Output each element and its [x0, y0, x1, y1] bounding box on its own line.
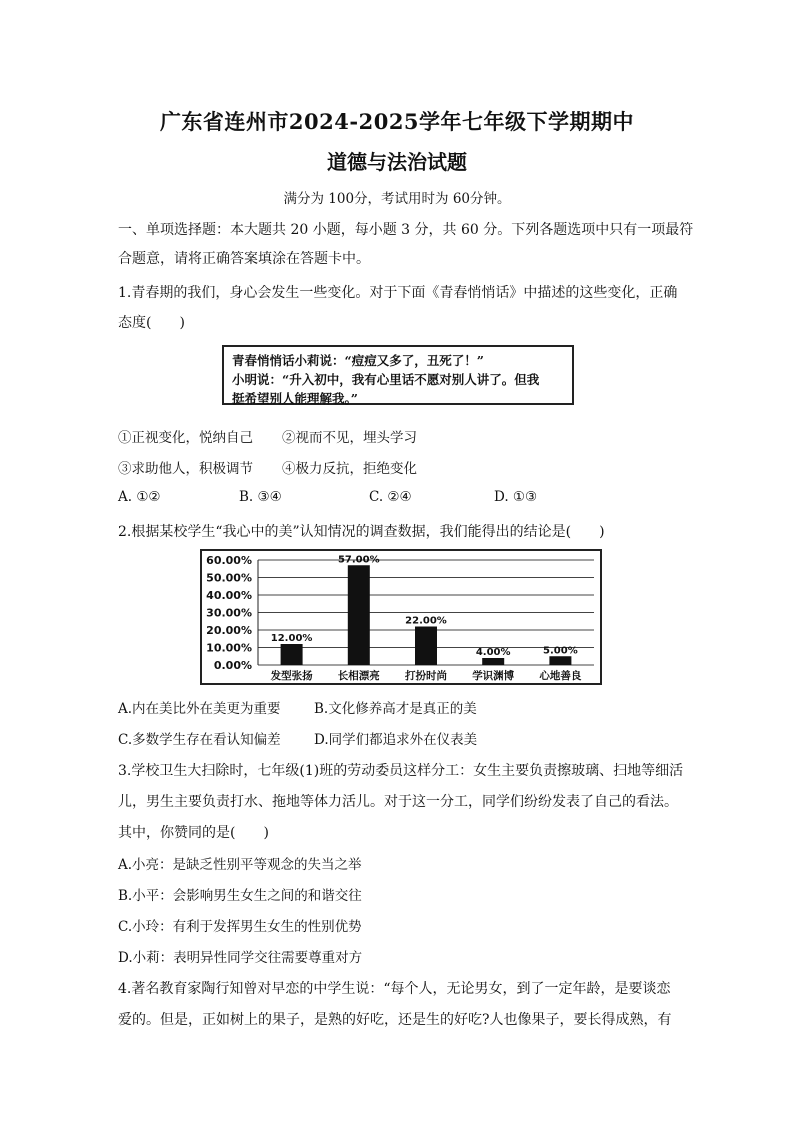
x-category-label: 学识渊博	[472, 670, 515, 682]
chart-canvas	[202, 551, 600, 683]
q2-option-d[interactable]: D.同学们都追求外在仪表美	[314, 732, 478, 748]
q1-quote-box	[222, 345, 574, 405]
q2-option-b[interactable]: B.文化修养高才是真正的美	[314, 701, 477, 717]
y-tick-label: 50.00%	[206, 571, 252, 585]
q1-stem-cont: 态度( )	[118, 315, 185, 331]
section-heading-cont: 合题意，请将正确答案填涂在答题卡中。	[118, 251, 370, 267]
q1-item-4: ④极力反抗，拒绝变化	[282, 461, 417, 477]
exam-title: 广东省连州市2024-2025学年七年级下学期期中	[159, 109, 635, 134]
y-tick-label: 30.00%	[206, 606, 252, 620]
q3-option-b[interactable]: B.小平：会影响男生女生之间的和谐交往	[118, 888, 362, 904]
q4-stem-cont: 爱的。但是，正如树上的果子，是熟的好吃，还是生的好吃?人也像果子，要长得成熟，有	[118, 1012, 672, 1028]
q1-item-1: ①正视变化，悦纳自己	[118, 430, 253, 446]
bar	[281, 644, 303, 665]
bar	[549, 656, 571, 665]
bar-value-label: 57.00%	[337, 554, 380, 566]
q2-option-a[interactable]: A.内在美比外在美更为重要	[118, 701, 281, 717]
q1-stem: 1.青春期的我们，身心会发生一些变化。对于下面《青春悄悄话》中描述的这些变化，正确	[118, 285, 678, 301]
score-info: 满分为 100分，考试用时为 60分钟。	[283, 191, 511, 207]
bar-value-label: 5.00%	[543, 645, 578, 657]
q2-stem: 2.根据某校学生“我心中的美”认知情况的调查数据，我们能得出的结论是( )	[118, 524, 605, 540]
x-category-label: 心地善良	[539, 670, 582, 682]
q3-option-a[interactable]: A.小亮：是缺乏性别平等观念的失当之举	[118, 857, 362, 873]
y-tick-label: 20.00%	[206, 624, 252, 637]
bar	[415, 627, 437, 666]
x-category-label: 发型张扬	[270, 670, 313, 682]
q1-quote-line: 小明说：“升入初中，我有心里话不愿对别人讲了。但我	[232, 372, 540, 387]
q1-option-d[interactable]: D. ①③	[494, 489, 538, 505]
q1-item-2: ②视而不见，埋头学习	[282, 430, 417, 446]
section-heading: 一、单项选择题：本大题共 20 小题，每小题 3 分，共 60 分。下列各题选项中只有一项最符	[118, 222, 694, 238]
q1-option-b[interactable]: B. ③④	[239, 489, 282, 505]
q3-stem: 3.学校卫生大扫除时，七年级(1)班的劳动委员这样分工：女生主要负责擦玻璃、扫地等细活	[118, 763, 684, 779]
y-tick-label: 0.00%	[213, 659, 252, 672]
bar	[482, 658, 504, 665]
y-tick-label: 10.00%	[206, 641, 252, 655]
q3-option-d[interactable]: D.小莉：表明异性同学交往需要尊重对方	[118, 950, 363, 966]
exam-subject-title: 道德与法治试题	[327, 150, 467, 174]
y-tick-label: 60.00%	[206, 554, 252, 567]
bar-value-label: 4.00%	[475, 647, 511, 658]
q1-option-a[interactable]: A. ①②	[118, 489, 161, 505]
q1-option-c[interactable]: C. ②④	[369, 489, 412, 505]
q4-stem: 4.著名教育家陶行知曾对早恋的中学生说：“每个人，无论男女，到了一定年龄，是要谈恋	[118, 981, 671, 997]
y-tick-label: 40.00%	[206, 589, 252, 602]
q3-option-c[interactable]: C.小玲：有利于发挥男生女生的性别优势	[118, 919, 362, 935]
q2-option-c[interactable]: C.多数学生存在看认知偏差	[118, 732, 281, 748]
bar-value-label: 12.00%	[270, 633, 313, 644]
q1-item-3: ③求助他人，积极调节	[118, 461, 253, 477]
q3-stem-cont: 儿，男生主要负责打水、拖地等体力活儿。对于这一分工，同学们纷纷发表了自己的看法。	[118, 794, 678, 810]
bar-value-label: 22.00%	[405, 615, 447, 627]
q2-bar-chart	[200, 549, 602, 685]
q1-quote-line: 挺希望别人能理解我。”	[232, 391, 358, 406]
q3-stem-cont: 其中，你赞同的是( )	[118, 825, 269, 841]
q1-quote-line: 青春悄悄话小莉说：“痘痘又多了，丑死了！”	[232, 353, 484, 368]
bar	[348, 565, 370, 665]
x-category-label: 打扮时尚	[405, 670, 447, 682]
x-category-label: 长相漂亮	[337, 670, 380, 682]
